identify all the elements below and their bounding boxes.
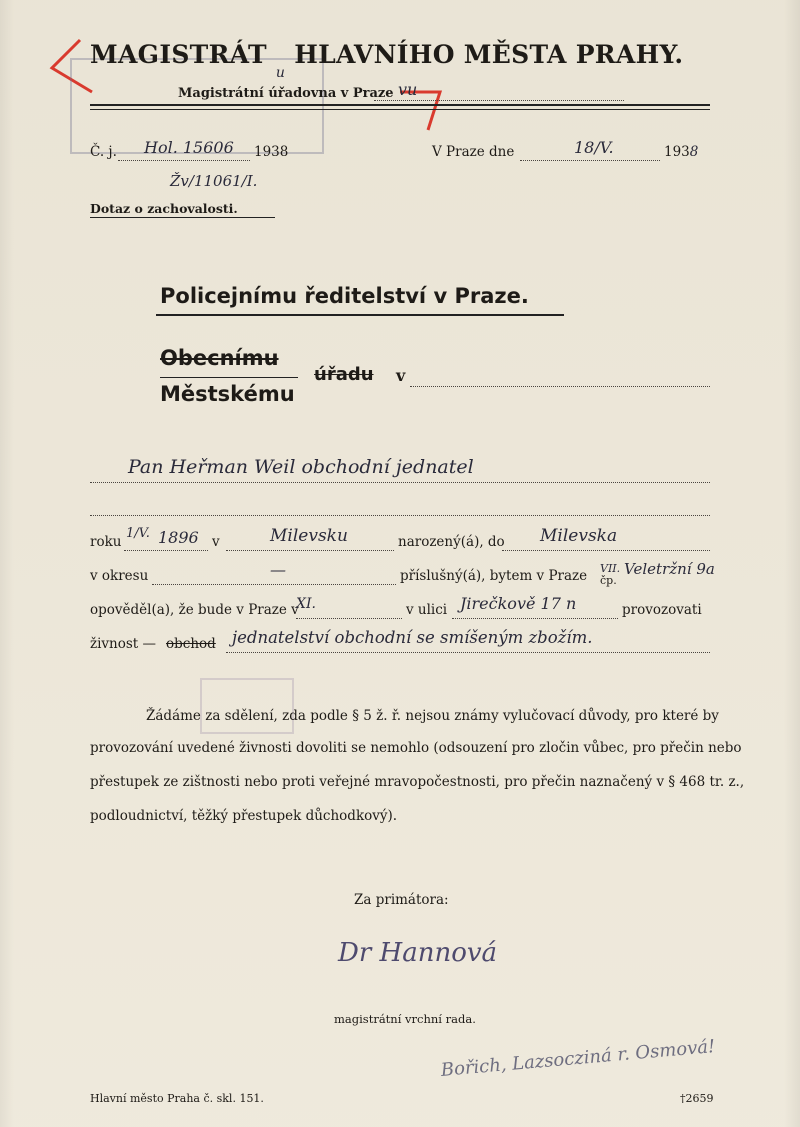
homeplace-hand: Milevska [540, 526, 618, 546]
office-address-line [410, 386, 710, 387]
za-primatora: Za primátora: [354, 892, 449, 908]
header-rule-1 [90, 104, 710, 106]
date-year [664, 144, 698, 160]
office-label: Magistrátní úřadovna v Praze [178, 86, 394, 101]
okres-hand: — [270, 560, 286, 579]
prislusny-label: příslušný(á), bytem v Praze [400, 568, 588, 584]
ep-label: čp. [600, 574, 617, 587]
print-reference: Hlavní město Praha č. skl. 151. [90, 1092, 264, 1105]
subject-rule [90, 217, 275, 218]
v1-label: v [212, 534, 220, 550]
ulici-line [452, 618, 618, 619]
date-year-print: 193 [664, 144, 690, 160]
processed-stamp [200, 678, 294, 734]
request-line-4: podloudnictví, těžký přestupek důchodkový). [90, 808, 398, 824]
police-addressee: Policejnímu ředitelství v Praze. [160, 284, 529, 308]
v-word: v [396, 366, 406, 385]
birthplace-line [226, 550, 394, 551]
date-label: V Praze dne [432, 144, 515, 160]
trade-line [226, 652, 710, 653]
cj-hand: Hol. 15606 [144, 138, 234, 157]
cj-year: 1938 [254, 144, 289, 160]
title-part2: HLAVNÍHO MĚSTA PRAHY. [294, 40, 684, 69]
ulici-label: v ulici [406, 602, 448, 618]
narozeny-label: narozený(á), do [398, 534, 505, 550]
subject-label: Dotaz o zachovalosti. [90, 201, 238, 216]
obecnimu-word: Obecnímu [160, 346, 279, 370]
obchod-word: obchod [166, 636, 216, 652]
name-line [90, 482, 710, 483]
trade-hand: jednatelství obchodní se smíšeným zbožím. [232, 628, 593, 647]
police-rule [156, 314, 564, 316]
request-line-3: přestupek ze zištnosti nebo proti veřejné mravopočestnosti, pro přečin naznačený v § 468 tr. z., [90, 774, 745, 790]
mestskemu-word: Městskému [160, 382, 295, 406]
page-title [90, 40, 684, 81]
street2-hand: Jirečkově 17 n [460, 594, 577, 613]
year-line [124, 550, 208, 551]
office-hand: vu [398, 80, 418, 99]
request-line-1: Žádáme za sdělení, zda podle § 5 ž. ř. nejsou známy vylučovací důvody, pro které by [146, 708, 719, 724]
year-hand: 1896 [158, 528, 199, 547]
header-rule-2 [90, 109, 710, 110]
date-hand: 18/V. [574, 138, 614, 157]
date-line [520, 160, 660, 161]
ep-hand: VII. [600, 562, 621, 575]
opovedel-label: opověděl(a), že bude v Praze v [90, 602, 299, 618]
birthplace-hand: Milevsku [270, 526, 348, 546]
print-number: †2659 [680, 1092, 714, 1105]
street1-hand: Veletržní 9a [624, 560, 715, 578]
cj-label: Č. j. [90, 144, 117, 160]
cj-note-hand: Žv/11061/I. [170, 172, 258, 190]
okres-line [152, 584, 396, 585]
title-insert-hand: u [275, 65, 286, 81]
uradu-word: úřadu [314, 364, 374, 385]
cj-line [118, 160, 250, 161]
district-line [296, 618, 402, 619]
title-part1: MAGISTRÁT [90, 40, 267, 69]
obecnimu-rule [160, 377, 298, 378]
roku-label: roku [90, 534, 122, 550]
zivnost-label: živnost — [90, 636, 157, 652]
roku-hand: 1/V. [126, 526, 150, 541]
name-hand: Pan Heřman Weil obchodní jednatel [128, 456, 474, 478]
okres-label: v okresu [90, 568, 149, 584]
office-line [374, 100, 624, 101]
request-line-2: provozování uvedené živnosti dovoliti se nemohlo (odsouzení pro zločin vůbec, pro přečin nebo [90, 740, 742, 756]
district-hand: XI. [296, 596, 316, 612]
homeplace-line [502, 550, 710, 551]
footer-note-hand: Bořich, Lazsocziná r. Osmová! [440, 1036, 717, 1081]
name-line-2 [90, 515, 710, 516]
signature-role: magistrátní vrchní rada. [334, 1012, 476, 1026]
date-year-hand: 8 [689, 144, 699, 160]
provozovati-label: provozovati [622, 602, 702, 618]
signature-hand: Dr Hannová [338, 938, 498, 968]
